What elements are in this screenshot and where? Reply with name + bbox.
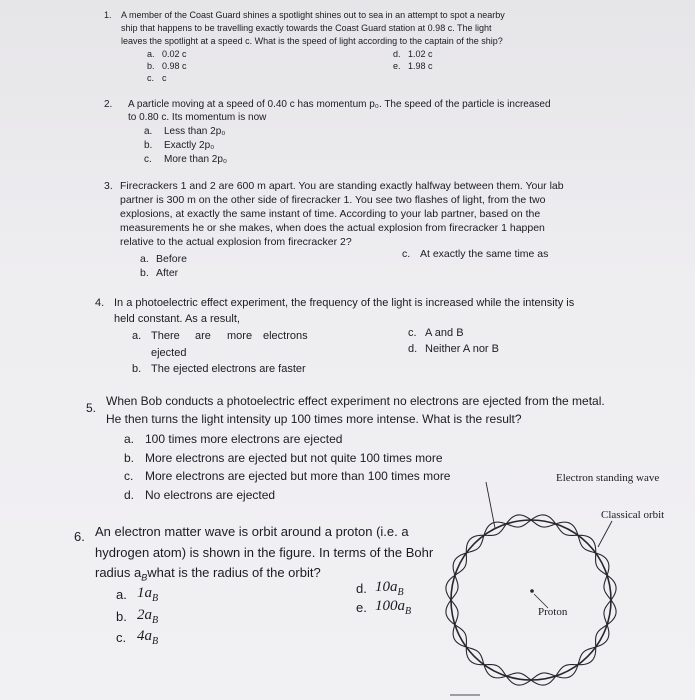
q1-option-b-letter: b. — [147, 61, 155, 71]
orbit-label: Classical orbit — [601, 509, 665, 521]
q3-line: measurements he or she makes, when does the actual explosion from firecracker 1 happen — [120, 222, 545, 234]
q6-line: An electron matter wave is orbit around a proton (i.e. a — [95, 524, 409, 539]
q5-option-d-letter: d. — [124, 488, 135, 502]
q6-option-b-coefficient: 2a — [137, 607, 152, 623]
q1-option-a-text: 0.02 c — [162, 49, 187, 59]
q3-line: explosions, at exactly the same instant of time. According to your lab partner, based on the — [120, 208, 541, 220]
q5-option-a-letter: a. — [124, 432, 135, 446]
q6-option-a-subscript: B — [152, 593, 159, 604]
q3-option-c-letter: c. — [402, 248, 411, 260]
q3-line: relative to the actual explosion from firecracker 2? — [120, 236, 352, 248]
q3-option-b-letter: b. — [140, 267, 149, 279]
q5-line: He then turns the light intensity up 100 times more intense. What is the result? — [106, 412, 522, 426]
q1-number: 1. — [104, 10, 112, 20]
q2-option-b-text: Exactly 2p₀ — [164, 140, 215, 151]
q4-option-b-text: The ejected electrons are faster — [151, 363, 306, 375]
q4-number: 4. — [95, 297, 105, 309]
q1-line: leaves the spotlight at a speed c. What is the speed of light according to the captain of the ship? — [121, 36, 503, 46]
q4-option-c-text: A and B — [425, 327, 464, 339]
q6-line3-start: radius a — [95, 565, 142, 580]
classical-orbit-circle — [451, 520, 611, 680]
q6-option-e-subscript: B — [405, 606, 412, 617]
q1-option-d-text: 1.02 c — [408, 49, 433, 59]
q3-number: 3. — [104, 180, 113, 192]
q2-option-b-letter: b. — [144, 140, 153, 151]
q6-option-e-coefficient: 100a — [375, 598, 405, 614]
electron-standing-wave-mirror — [446, 515, 616, 685]
q5-number: 5. — [86, 401, 97, 415]
q2-option-c-text: More than 2p₀ — [164, 154, 228, 165]
q6-option-a-coefficient: 1a — [137, 585, 152, 601]
q5-line: When Bob conducts a photoelectric effect experiment no electrons are ejected from the metal. — [106, 394, 605, 408]
q1-option-e-text: 1.98 c — [408, 61, 433, 71]
q6-option-c-subscript: B — [152, 636, 159, 647]
q4-option-a-letter: a. — [132, 330, 142, 342]
q6-option-d-coefficient: 10a — [375, 579, 398, 595]
q2-line: A particle moving at a speed of 0.40 c has momentum p₀. The speed of the particle is increased — [128, 99, 551, 110]
q1-option-b-text: 0.98 c — [162, 61, 187, 71]
q3-line: partner is 300 m on the other side of firecracker 1. You see two flashes of light, from the two — [120, 194, 546, 206]
q6-option-c-coefficient: 4a — [137, 628, 152, 644]
q6-number: 6. — [74, 529, 85, 544]
q4-line: held constant. As a result, — [114, 313, 240, 325]
q6-option-d-letter: d. — [356, 581, 367, 596]
q6-option-c-letter: c. — [116, 630, 127, 645]
q1-option-a-letter: a. — [147, 49, 155, 59]
electron-standing-wave — [446, 515, 616, 685]
q4-line: In a photoelectric effect experiment, the frequency of the light is increased while the intensity is — [114, 297, 575, 309]
q4-option-a-word: There — [151, 330, 180, 342]
q1-option-c-letter: c. — [147, 73, 155, 83]
q4-option-a-word: electrons — [263, 330, 308, 342]
q2-number: 2. — [104, 99, 113, 110]
q2-option-a-letter: a. — [144, 126, 153, 137]
q4-option-a-continued: ejected — [151, 347, 187, 359]
proton-label: Proton — [538, 606, 568, 618]
q4-option-b-letter: b. — [132, 363, 142, 375]
q6-option-b-letter: b. — [116, 609, 127, 624]
q4-option-a-word: more — [227, 330, 253, 342]
q1-option-d-letter: d. — [393, 49, 401, 59]
q4-option-a-word: are — [195, 330, 211, 342]
q3-option-a-letter: a. — [140, 253, 149, 265]
q5-option-b-letter: b. — [124, 451, 135, 465]
q3-line: Firecrackers 1 and 2 are 600 m apart. You are standing exactly halfway between them. Your lab — [120, 180, 564, 192]
q5-option-c-text: More electrons are ejected but more than 100 times more — [145, 469, 451, 483]
q2-option-c-letter: c. — [144, 154, 152, 165]
q1-option-e-letter: e. — [393, 61, 401, 71]
q3-option-b-text: After — [156, 267, 179, 279]
wave-label: Electron standing wave — [556, 472, 660, 484]
q1-line: ship that happens to be travelling exactly towards the Coast Guard station at 0.98 c. The light — [121, 23, 492, 33]
q4-option-c-letter: c. — [408, 327, 417, 339]
q6-line3-subscript: B — [141, 572, 148, 583]
q6-line: hydrogen atom) is shown in the figure. In terms of the Bohr — [95, 545, 434, 560]
q1-option-c-text: c — [162, 73, 167, 83]
q4-option-d-text: Neither A nor B — [425, 343, 499, 355]
q5-option-a-text: 100 times more electrons are ejected — [145, 432, 343, 446]
q4-option-d-letter: d. — [408, 343, 418, 355]
q3-option-c-text: At exactly the same time as — [420, 248, 549, 260]
q6-option-a-letter: a. — [116, 587, 127, 602]
q5-option-c-letter: c. — [124, 469, 134, 483]
q6-option-e-letter: e. — [356, 600, 367, 615]
proton-dot — [530, 589, 534, 593]
q2-option-a-text: Less than 2p₀ — [164, 126, 226, 137]
orbit-label-pointer — [598, 521, 612, 547]
q2-line: to 0.80 c. Its momentum is now — [128, 112, 267, 123]
q3-option-a-text: Before — [156, 253, 187, 265]
q5-option-b-text: More electrons are ejected but not quite 100 times more — [145, 451, 443, 465]
q6-line3-end: what is the radius of the orbit? — [147, 565, 321, 580]
q1-line: A member of the Coast Guard shines a spotlight shines out to sea in an attempt to spot a nearby — [121, 10, 505, 20]
wave-label-pointer — [486, 482, 495, 528]
q5-option-d-text: No electrons are ejected — [145, 488, 276, 502]
q6-option-b-subscript: B — [152, 615, 159, 626]
q6-option-d-subscript: B — [397, 587, 404, 598]
